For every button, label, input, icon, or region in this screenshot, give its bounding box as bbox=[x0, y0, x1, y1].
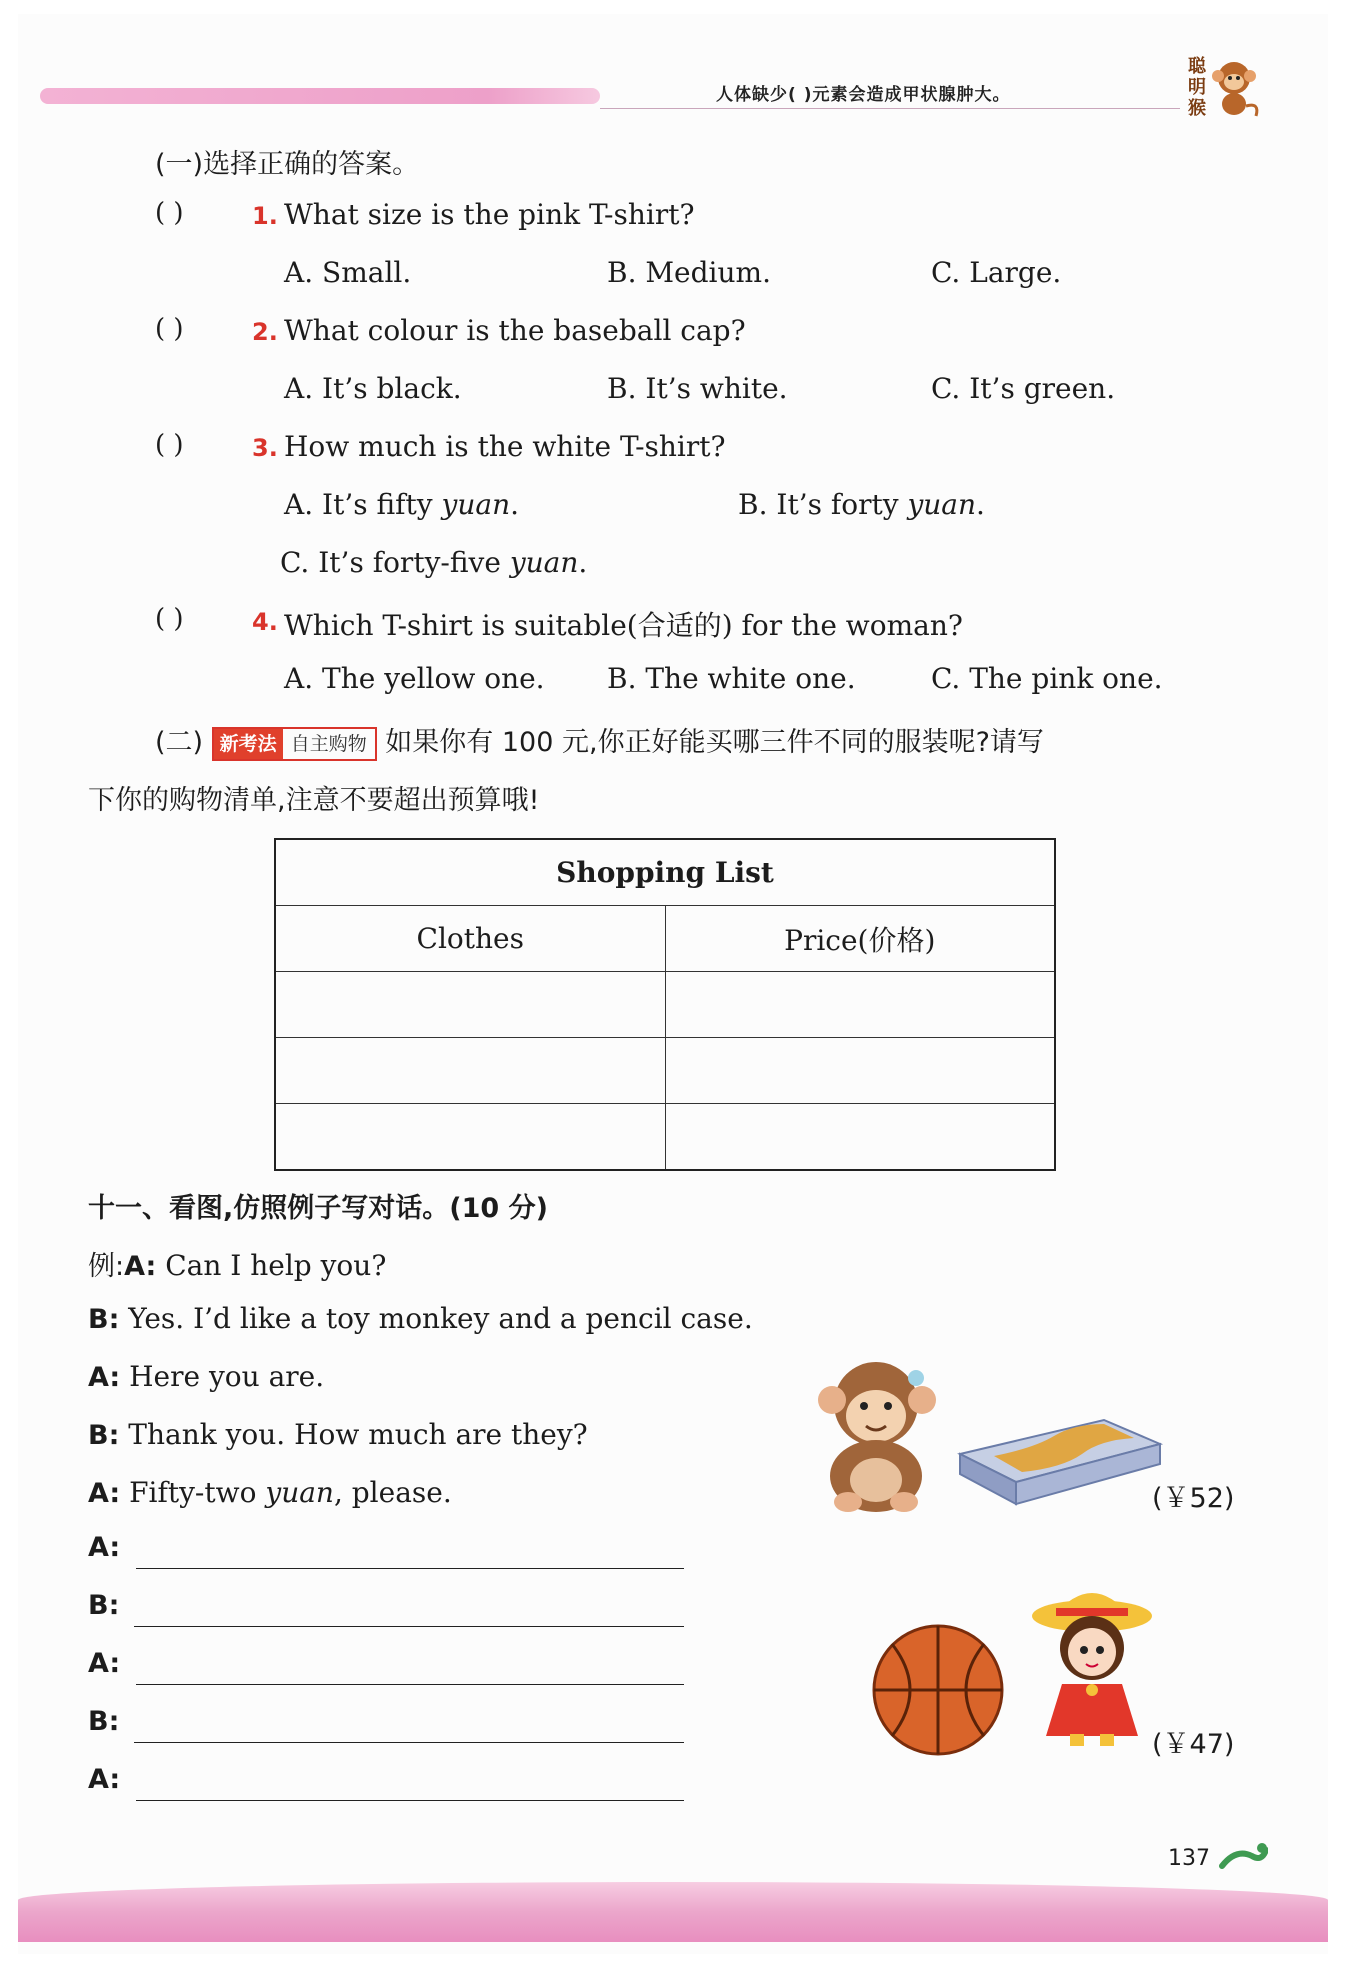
header-stripe bbox=[40, 88, 600, 104]
line-text: Can I help you? bbox=[165, 1249, 387, 1282]
option-c[interactable]: C. It’s green. bbox=[931, 372, 1116, 405]
line-text: Here you are. bbox=[129, 1360, 325, 1393]
question-text: How much is the white T-shirt? bbox=[284, 430, 726, 463]
answer-line[interactable] bbox=[136, 1684, 684, 1685]
option-b[interactable] bbox=[738, 488, 985, 521]
line-text: Yes. I’d like a toy monkey and a pencil case. bbox=[128, 1302, 753, 1335]
option-b[interactable]: B. Medium. bbox=[607, 256, 771, 289]
part2-prefix: (二) bbox=[155, 727, 204, 758]
answer-line[interactable] bbox=[134, 1742, 684, 1743]
yuan-word: yuan bbox=[441, 488, 511, 521]
question-number: 2. bbox=[252, 318, 278, 346]
mascot-label: 聪明猴 bbox=[1188, 56, 1206, 119]
question-number: 3. bbox=[252, 434, 278, 462]
dialogue-line-4 bbox=[88, 1418, 588, 1451]
yuan-word: yuan bbox=[907, 488, 977, 521]
answer-blank[interactable]: ( ) bbox=[155, 430, 184, 460]
question-text: What size is the pink T-shirt? bbox=[284, 198, 695, 231]
basketball-picture bbox=[870, 1622, 1006, 1758]
doll-picture bbox=[1026, 1586, 1164, 1748]
clothes-cell[interactable] bbox=[275, 1038, 665, 1104]
yuan-word: yuan bbox=[265, 1476, 334, 1509]
speaker: A: bbox=[88, 1478, 121, 1509]
dialogue-line-2 bbox=[88, 1302, 753, 1335]
option-a[interactable] bbox=[284, 488, 519, 521]
part1-title: (一)选择正确的答案。 bbox=[155, 149, 420, 180]
speaker: A: bbox=[124, 1251, 157, 1282]
part3-title: 十一、看图,仿照例子写对话。(10 分) bbox=[88, 1193, 548, 1224]
answer-line[interactable] bbox=[136, 1568, 684, 1569]
speaker: A: bbox=[88, 1532, 121, 1563]
part2-line2: 下你的购物清单,注意不要超出预算哦! bbox=[88, 785, 540, 816]
header-hint: 人体缺少( )元素会造成甲状腺肿大。 bbox=[716, 85, 1011, 105]
option-b[interactable]: B. The white one. bbox=[607, 662, 856, 695]
speaker: B: bbox=[88, 1304, 120, 1335]
option-c[interactable]: C. Large. bbox=[931, 256, 1062, 289]
monkey-mascot-icon bbox=[1206, 56, 1262, 118]
option-a[interactable]: A. Small. bbox=[284, 256, 412, 289]
option-a[interactable]: A. It’s black. bbox=[284, 372, 462, 405]
badge-new: 新考法 bbox=[214, 729, 283, 759]
option-b[interactable]: B. It’s white. bbox=[607, 372, 788, 405]
example-prefix: 例: bbox=[88, 1251, 125, 1282]
toy-monkey-picture bbox=[812, 1356, 942, 1514]
header-rule bbox=[600, 108, 1180, 109]
line-text: Fifty-two bbox=[129, 1476, 257, 1509]
option-a[interactable]: A. The yellow one. bbox=[284, 662, 545, 695]
table-row bbox=[275, 1104, 1055, 1171]
price-label-2: (￥47) bbox=[1152, 1729, 1235, 1760]
answer-line[interactable] bbox=[136, 1800, 684, 1801]
footer-band bbox=[18, 1882, 1328, 1942]
badge-topic: 自主购物 bbox=[290, 732, 367, 755]
table-row bbox=[275, 972, 1055, 1038]
price-cell[interactable] bbox=[665, 1104, 1055, 1171]
option-c[interactable] bbox=[280, 546, 587, 579]
price-cell[interactable] bbox=[665, 1038, 1055, 1104]
question-text: What colour is the baseball cap? bbox=[284, 314, 746, 347]
part2-line1: 如果你有 100 元,你正好能买哪三件不同的服装呢?请写 bbox=[385, 727, 1044, 758]
table-title: Shopping List bbox=[275, 839, 1055, 906]
answer-blank[interactable]: ( ) bbox=[155, 198, 184, 228]
part2-instruction bbox=[155, 720, 1044, 761]
column-header-clothes: Clothes bbox=[275, 906, 665, 972]
price-label-1: (￥52) bbox=[1152, 1483, 1235, 1514]
option-c-text: C. It’s forty-five bbox=[280, 546, 501, 579]
period: . bbox=[976, 488, 985, 521]
dialogue-line-5 bbox=[88, 1476, 452, 1509]
dialogue-line-1 bbox=[88, 1244, 386, 1283]
period: . bbox=[578, 546, 588, 579]
speaker: B: bbox=[88, 1706, 120, 1737]
yuan-word: yuan bbox=[509, 546, 579, 579]
speaker: A: bbox=[88, 1362, 121, 1393]
question-number: 4. bbox=[252, 608, 278, 636]
speaker: A: bbox=[88, 1764, 121, 1795]
column-header-price: Price(价格) bbox=[665, 906, 1055, 972]
shopping-list-table bbox=[274, 838, 1056, 1171]
line-tail: , please. bbox=[333, 1476, 452, 1509]
option-c[interactable]: C. The pink one. bbox=[931, 662, 1163, 695]
question-text: Which T-shirt is suitable(合适的) for the woman? bbox=[284, 609, 963, 642]
answer-blank[interactable]: ( ) bbox=[155, 314, 184, 344]
pencil-case-picture bbox=[954, 1400, 1164, 1510]
speaker: A: bbox=[88, 1648, 121, 1679]
speaker: B: bbox=[88, 1420, 120, 1451]
clothes-cell[interactable] bbox=[275, 1104, 665, 1171]
answer-blank[interactable]: ( ) bbox=[155, 604, 184, 634]
speaker: B: bbox=[88, 1590, 120, 1621]
dialogue-line-3 bbox=[88, 1360, 324, 1393]
lizard-icon bbox=[1218, 1836, 1268, 1878]
question-number: 1. bbox=[252, 202, 278, 230]
period: . bbox=[510, 488, 520, 521]
price-cell[interactable] bbox=[665, 972, 1055, 1038]
new-test-badge bbox=[212, 727, 377, 761]
line-text: Thank you. How much are they? bbox=[128, 1418, 588, 1451]
table-row bbox=[275, 1038, 1055, 1104]
option-b-text: B. It’s forty bbox=[738, 488, 899, 521]
clothes-cell[interactable] bbox=[275, 972, 665, 1038]
answer-line[interactable] bbox=[134, 1626, 684, 1627]
option-a-text: A. It’s fifty bbox=[284, 488, 433, 521]
page-number: 137 bbox=[1168, 1846, 1210, 1871]
